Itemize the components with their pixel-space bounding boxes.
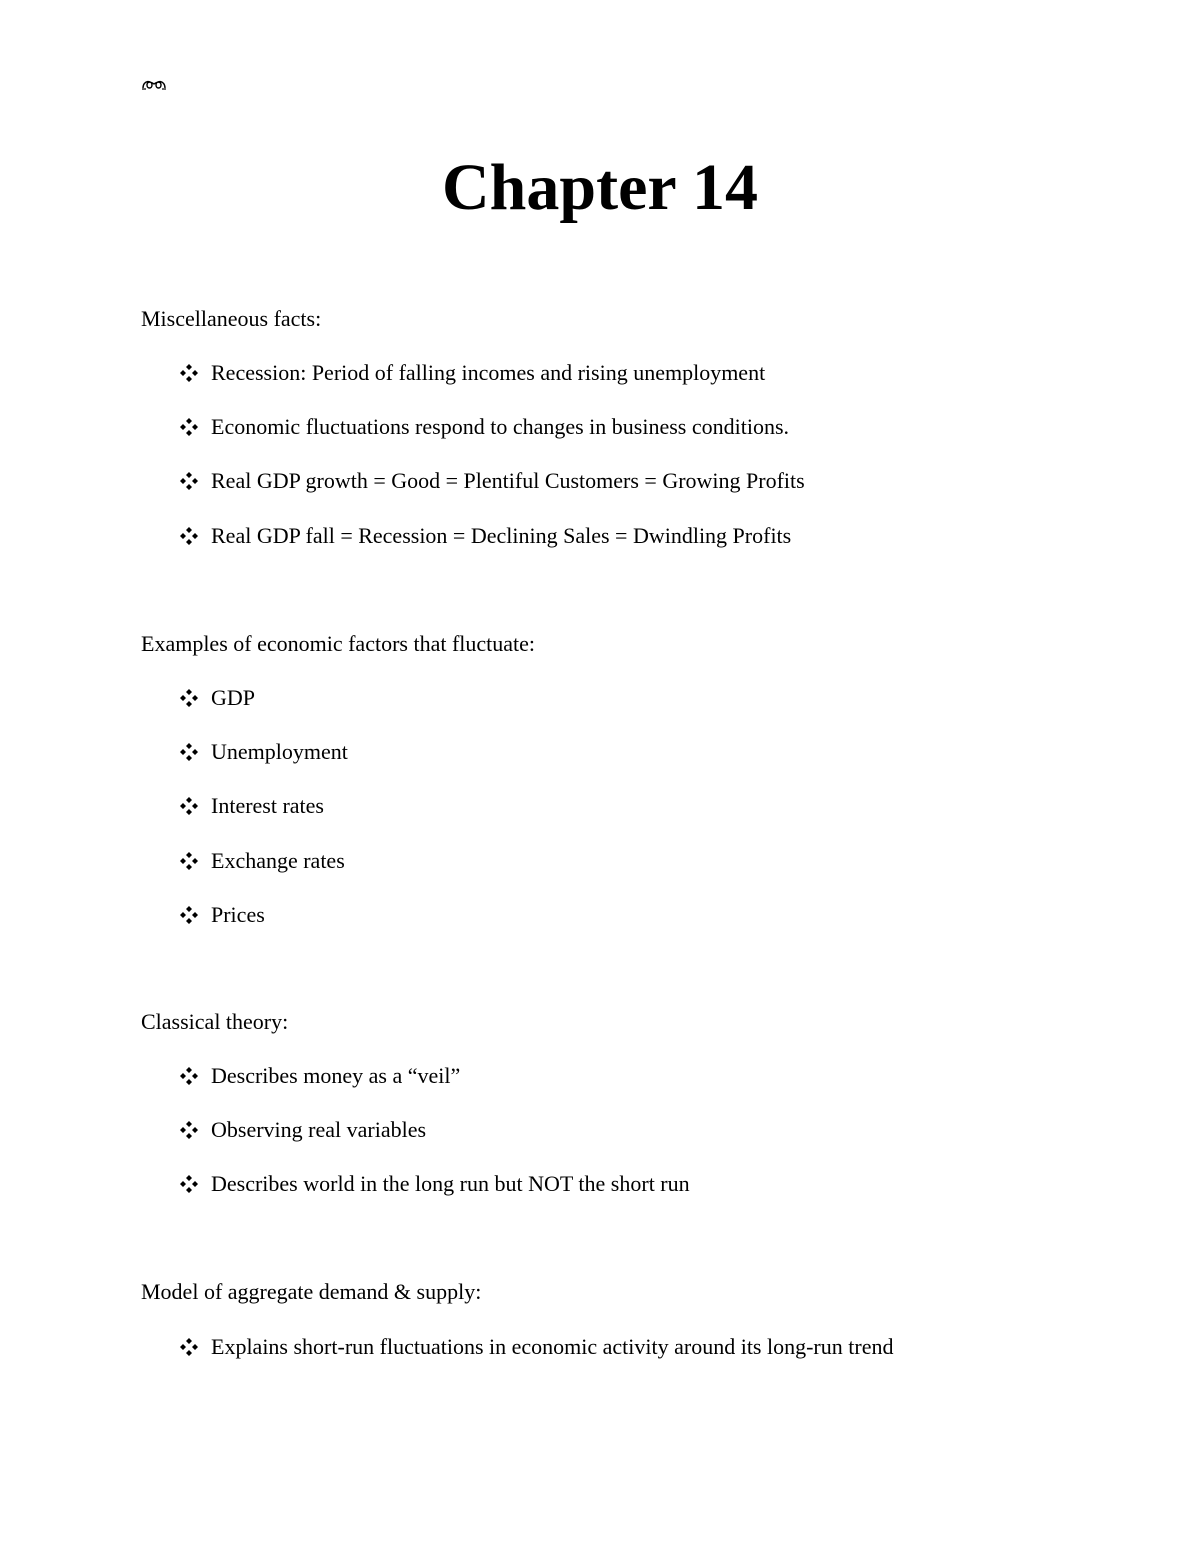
page-title: Chapter 14 (442, 151, 758, 224)
list-item-text: Describes world in the long run but NOT the short run (211, 1171, 690, 1197)
four-diamond-bullet-icon (180, 689, 198, 707)
section-heading-misc-facts: Miscellaneous facts: (141, 306, 322, 331)
list-item-text: Unemployment (211, 739, 348, 765)
four-diamond-bullet-icon (180, 906, 198, 924)
four-diamond-bullet-icon (180, 743, 198, 761)
section-heading-aggregate-model: Model of aggregate demand & supply: (141, 1279, 482, 1304)
list-item-text: Real GDP growth = Good = Plentiful Customers = Growing Profits (211, 468, 805, 494)
four-diamond-bullet-icon (180, 364, 198, 382)
double-loop-ornament-icon (141, 74, 167, 92)
list-item-text: Exchange rates (211, 847, 345, 873)
four-diamond-bullet-icon (180, 527, 198, 545)
list-item-text: Interest rates (211, 793, 324, 819)
four-diamond-bullet-icon (180, 852, 198, 870)
four-diamond-bullet-icon (180, 418, 198, 436)
list-item-text: Describes money as a “veil” (211, 1063, 461, 1088)
four-diamond-bullet-icon (180, 1175, 198, 1193)
four-diamond-bullet-icon (180, 1338, 198, 1356)
section-heading-classical-theory: Classical theory: (141, 1009, 289, 1034)
list-item-text: Economic fluctuations respond to changes in business conditions. (211, 414, 790, 440)
list-item-text: Recession: Period of falling incomes and rising unemployment (211, 360, 766, 385)
list-item-text: Observing real variables (211, 1117, 427, 1143)
section-heading-fluctuating-factors: Examples of economic factors that fluctuate: (141, 631, 536, 656)
four-diamond-bullet-icon (180, 797, 198, 815)
four-diamond-bullet-icon (180, 1067, 198, 1085)
list-item-text: Prices (211, 901, 265, 927)
four-diamond-bullet-icon (180, 472, 198, 490)
list-item-text: GDP (211, 685, 256, 710)
list-item-text: Explains short-run fluctuations in economic activity around its long-run trend (211, 1334, 894, 1359)
list-item-text: Real GDP fall = Recession = Declining Sales = Dwindling Profits (211, 522, 792, 548)
four-diamond-bullet-icon (180, 1121, 198, 1139)
